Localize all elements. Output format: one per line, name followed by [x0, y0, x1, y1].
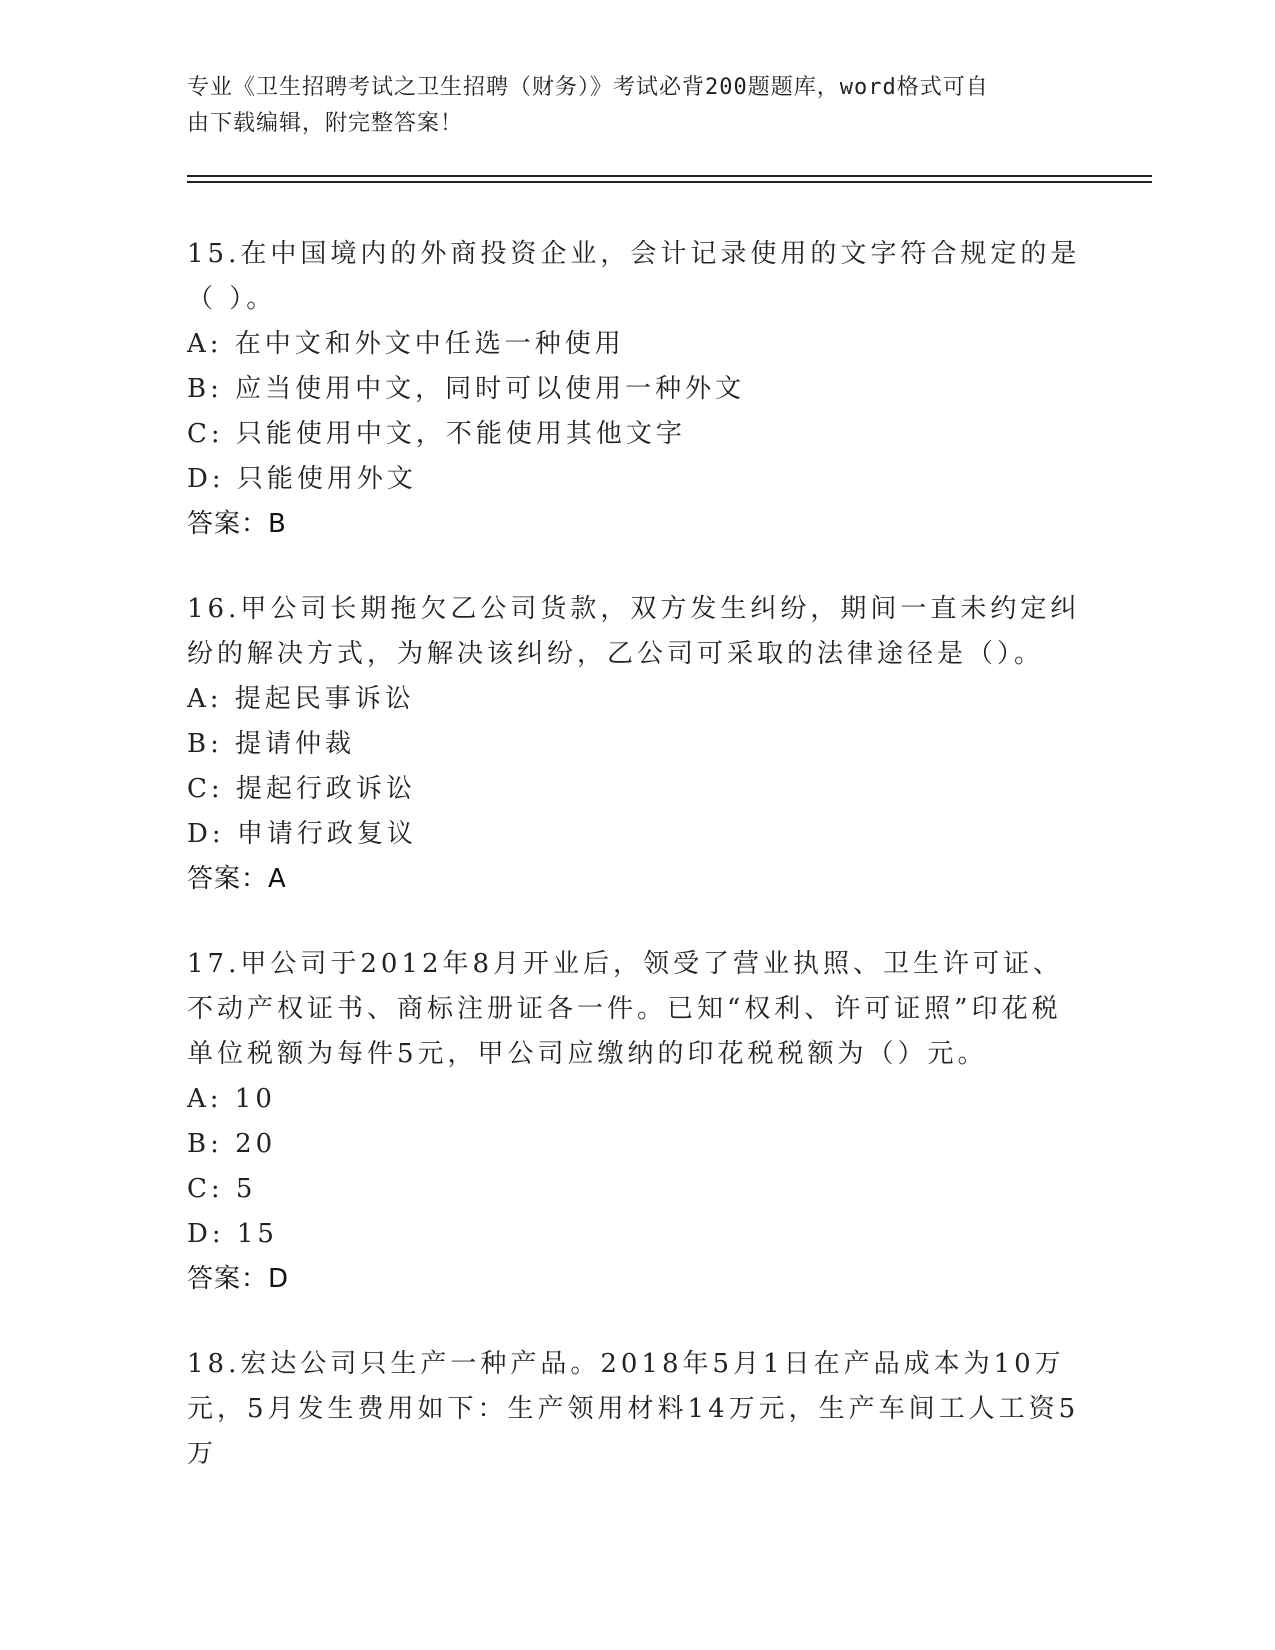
- question-15: [187, 232, 1087, 547]
- header-divider-top: [187, 175, 1152, 177]
- option-c: C: 5: [187, 1174, 257, 1204]
- question-text: 17.甲公司于2012年8月开业后，领受了营业执照、卫生许可证、不动产权证书、商标注册证各一件。已知“权利、许可证照”印花税单位税额为每件5元，甲公司应缴纳的印花税税额为（）元。: [187, 949, 1064, 1069]
- option-a: A: 提起民事诉讼: [187, 684, 415, 714]
- answer: 答案：D: [187, 1264, 290, 1294]
- option-c: C: 提起行政诉讼: [187, 774, 416, 804]
- question-16: [187, 587, 1087, 902]
- option-a: A: 在中文和外文中任选一种使用: [187, 329, 625, 359]
- header-line-1: 专业《卫生招聘考试之卫生招聘（财务）》考试必背200题题库，word格式可自: [187, 75, 989, 100]
- option-a: A: 10: [187, 1084, 276, 1114]
- option-b: B: 20: [187, 1129, 277, 1159]
- question-text: 15.在中国境内的外商投资企业，会计记录使用的文字符合规定的是（ ）。: [187, 239, 1081, 314]
- header-divider-bottom: [187, 181, 1152, 183]
- question-17: [187, 942, 1087, 1302]
- option-c: C: 只能使用中文，不能使用其他文字: [187, 419, 686, 449]
- question-text: 16.甲公司长期拖欠乙公司货款，双方发生纠纷，期间一直未约定纠纷的解决方式，为解决该纠纷，乙公司可采取的法律途径是（）。: [187, 594, 1081, 669]
- option-d: D: 只能使用外文: [187, 464, 417, 494]
- header-line-2: 由下载编辑，附完整答案！: [187, 111, 464, 136]
- option-b: B: 提请仲裁: [187, 729, 356, 759]
- question-list: [187, 232, 1087, 1517]
- question-18: [187, 1342, 1087, 1477]
- question-text: 18.宏达公司只生产一种产品。2018年5月1日在产品成本为10万元，5月发生费用如下：生产领用材料14万元，生产车间工人工资5万: [187, 1349, 1080, 1469]
- option-b: B: 应当使用中文，同时可以使用一种外文: [187, 374, 746, 404]
- document-header: [187, 70, 1087, 142]
- option-d: D: 15: [187, 1219, 278, 1249]
- answer: 答案：A: [187, 864, 287, 894]
- answer: 答案：B: [187, 509, 287, 539]
- option-d: D: 申请行政复议: [187, 819, 417, 849]
